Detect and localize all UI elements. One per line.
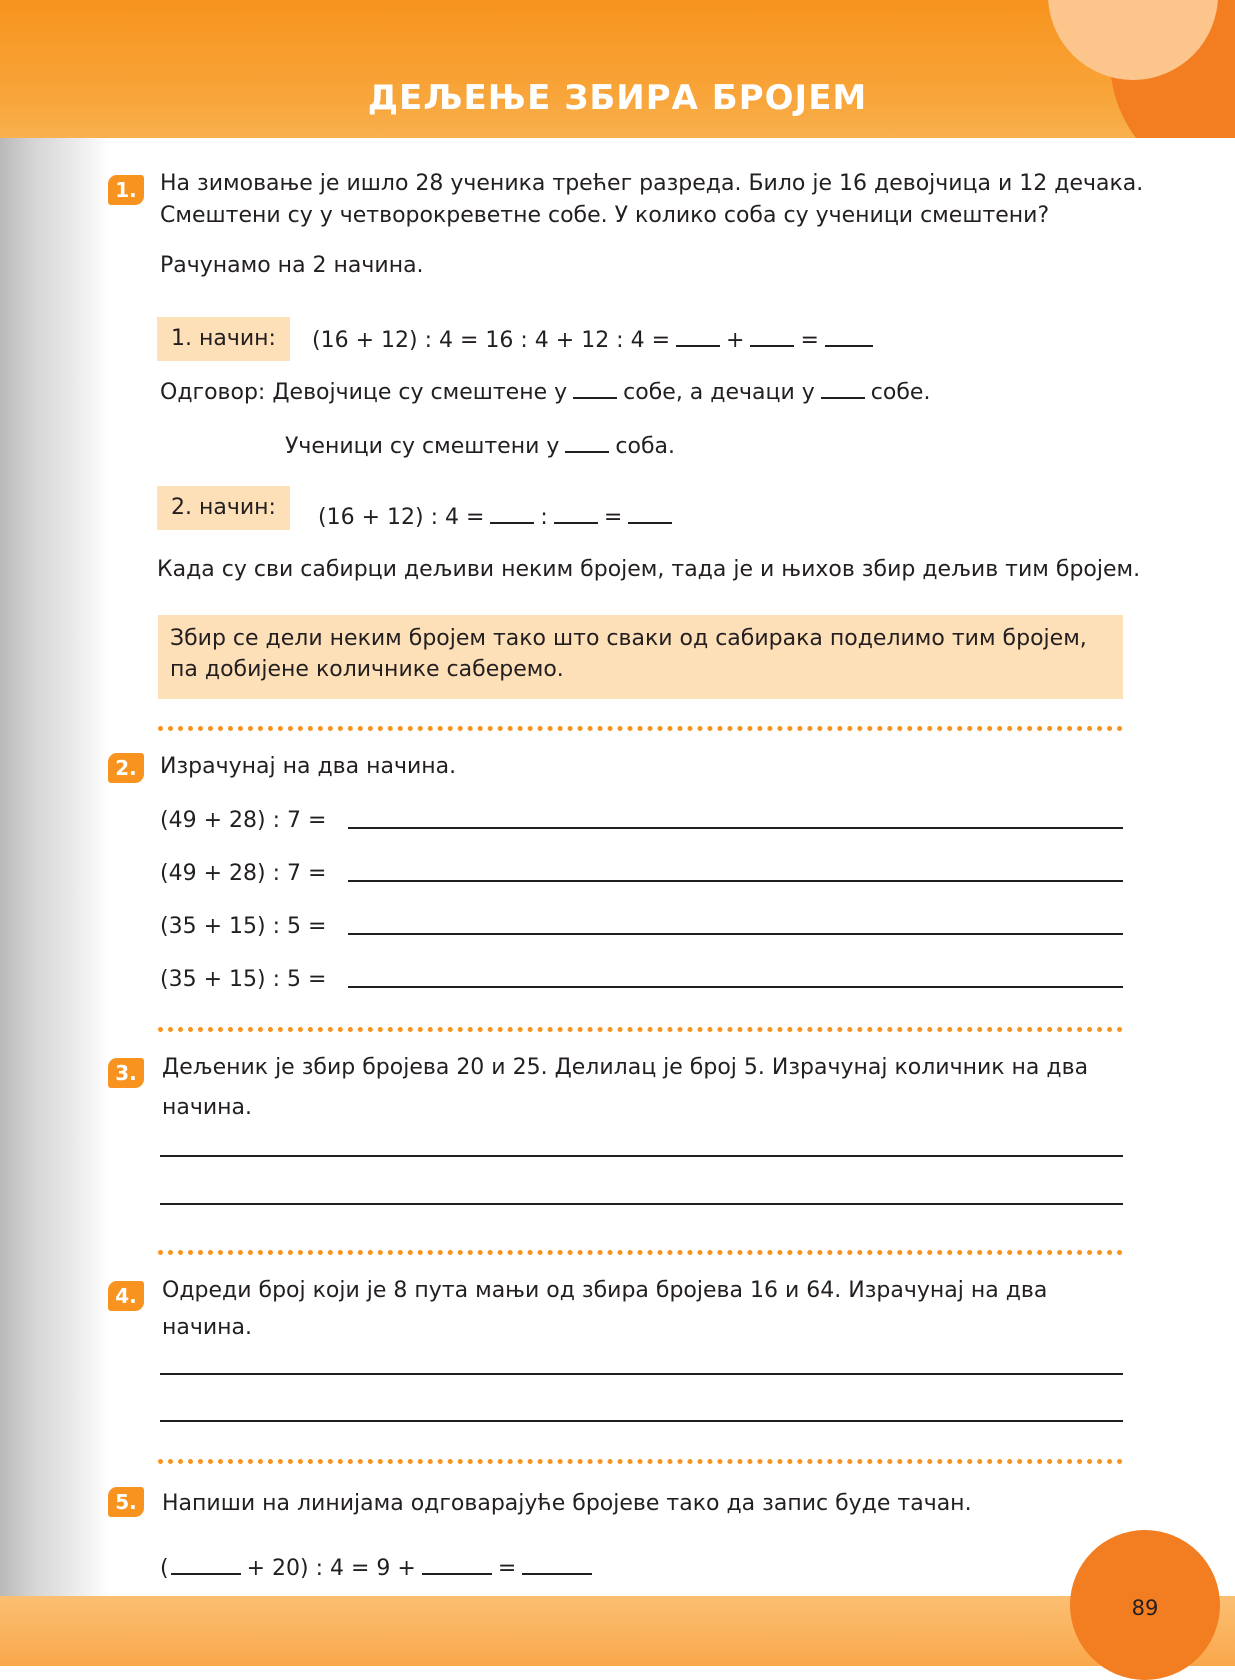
rule-box bbox=[158, 615, 1123, 699]
answer-line[interactable] bbox=[348, 933, 1123, 935]
task-2-text: Израчунај на два начина. bbox=[160, 754, 457, 779]
answer-blank[interactable] bbox=[821, 377, 865, 399]
rule-line-2: па добијене количнике саберемо. bbox=[170, 657, 564, 682]
answer-blank[interactable] bbox=[522, 1553, 592, 1575]
task-5-text: Напиши на линијама одговарајуће бројеве тако да запис буде тачан. bbox=[162, 1491, 972, 1516]
answer-line-2: Ученици су смештени у соба. bbox=[285, 431, 675, 461]
way-2-label: 2. начин: bbox=[157, 486, 290, 530]
page-title: ДЕЉЕЊЕ ЗБИРА БРОЈЕМ bbox=[367, 78, 868, 118]
exercise-1: (49 + 28) : 7 = bbox=[160, 808, 327, 833]
answer-blank[interactable] bbox=[565, 431, 609, 453]
answer-line[interactable] bbox=[160, 1155, 1123, 1157]
task-5-badge: 5. bbox=[108, 1487, 144, 1517]
page-footer bbox=[0, 1596, 1235, 1666]
answer-line-1: Одговор: Девојчице су смештене у собе, а дечаци у собе. bbox=[160, 377, 930, 407]
task-3-badge: 3. bbox=[108, 1058, 144, 1088]
way-1-equation: (16 + 12) : 4 = 16 : 4 + 12 : 4 = + = bbox=[312, 325, 879, 355]
answer-blank[interactable] bbox=[676, 325, 720, 347]
answer-blank[interactable] bbox=[628, 502, 672, 524]
rule-line-1: Збир се дели неким бројем тако што сваки од сабирака поделимо тим бројем, bbox=[170, 626, 1087, 651]
answer-blank[interactable] bbox=[573, 377, 617, 399]
task-1-conclusion: Када су сви сабирци дељиви неким бројем, тада је и њихов збир дељив тим бројем. bbox=[157, 557, 1141, 582]
task-4-text-line2: начина. bbox=[162, 1315, 253, 1340]
answer-blank[interactable] bbox=[422, 1553, 492, 1575]
answer-blank[interactable] bbox=[554, 502, 598, 524]
answer-line[interactable] bbox=[160, 1420, 1123, 1422]
answer-blank[interactable] bbox=[750, 325, 794, 347]
task-1-badge: 1. bbox=[108, 175, 144, 205]
page-header bbox=[0, 0, 1235, 138]
section-divider bbox=[158, 726, 1123, 731]
task-4-badge: 4. bbox=[108, 1281, 144, 1311]
answer-line[interactable] bbox=[348, 880, 1123, 882]
answer-blank[interactable] bbox=[490, 502, 534, 524]
way-2-equation: (16 + 12) : 4 = : = bbox=[318, 502, 678, 532]
section-divider bbox=[158, 1459, 1123, 1464]
task-4-text-line1: Одреди број који је 8 пута мањи од збира бројева 16 и 64. Израчунај на два bbox=[162, 1278, 1048, 1303]
task-2-badge: 2. bbox=[108, 753, 144, 783]
answer-line[interactable] bbox=[160, 1373, 1123, 1375]
exercise-2: (49 + 28) : 7 = bbox=[160, 861, 327, 886]
task-3-text-line1: Дељеник је збир бројева 20 и 25. Делилац је број 5. Израчунај количник на два bbox=[162, 1055, 1089, 1080]
section-divider bbox=[158, 1027, 1123, 1032]
answer-line[interactable] bbox=[160, 1203, 1123, 1205]
exercise-4: (35 + 15) : 5 = bbox=[160, 967, 327, 992]
page-spine-shadow bbox=[0, 0, 110, 1666]
way-1-label: 1. начин: bbox=[157, 317, 290, 361]
answer-blank[interactable] bbox=[171, 1553, 241, 1575]
task-1-intro: Рачунамо на 2 начина. bbox=[160, 253, 424, 278]
task-3-text-line2: начина. bbox=[162, 1095, 253, 1120]
answer-blank[interactable] bbox=[825, 325, 873, 347]
task-1-text-line2: Смештени су у четворокреветне собе. У колико соба су ученици смештени? bbox=[160, 203, 1050, 228]
page-number: 89 bbox=[1131, 1596, 1159, 1620]
answer-line[interactable] bbox=[348, 986, 1123, 988]
exercise-3: (35 + 15) : 5 = bbox=[160, 914, 327, 939]
answer-line[interactable] bbox=[348, 827, 1123, 829]
task-5-equation: ( + 20) : 4 = 9 + = bbox=[160, 1553, 598, 1583]
task-1-text-line1: На зимовање је ишло 28 ученика трећег разреда. Било је 16 девојчица и 12 дечака. bbox=[160, 171, 1144, 196]
section-divider bbox=[158, 1250, 1123, 1255]
